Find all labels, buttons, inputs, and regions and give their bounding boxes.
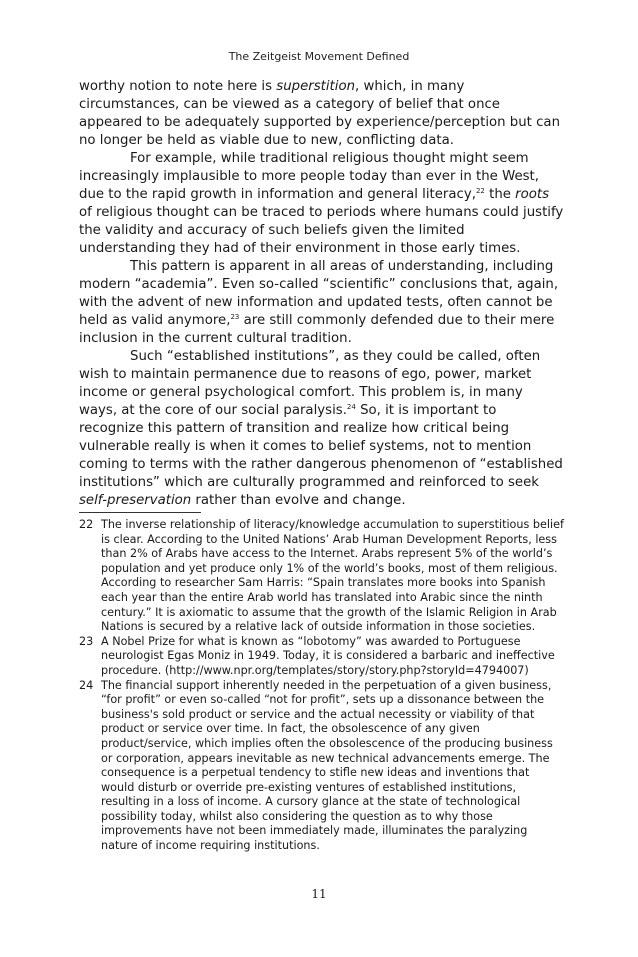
paragraph-2-text-c: of religious thought can be traced to periods where humans could justify the validity and accuracy of such beliefs given the limited understanding they had of their environment in those early times. <box>79 205 564 256</box>
paragraph-4-emphasis: self-preservation <box>79 493 192 508</box>
footnote-text: The inverse relationship of literacy/knowledge accumulation to superstitious belief is clear. According to the United Nations’ Arab Human Development Reports, less than 2% of Arabs have access to the Internet. Arabs represent 5% of the world’s population and yet produce only 1% of the world’s books, most of them religious. According to researcher Sam Harris: “Spain translates more books into Spanish each year than the entire Arab world has translated into Arabic since the ninth century.” It is axiomatic to assume that the growth of the Islamic Religion in Arab Nations is secured by a relative lack of outside information in those societies. <box>101 518 564 634</box>
paragraph-2 <box>79 150 565 258</box>
running-header: The Zeitgeist Movement Defined <box>228 50 410 63</box>
footnote-22 <box>79 518 565 635</box>
paragraph-4 <box>79 348 565 510</box>
footnote-23 <box>79 635 565 679</box>
paragraph-2-text-b: the <box>484 187 516 202</box>
body-text <box>79 78 565 510</box>
paragraph-1 <box>79 78 565 150</box>
footnote-ref-23[interactable]: 23 <box>230 313 240 321</box>
footnote-number: 23 <box>79 634 94 648</box>
footnote-number: 24 <box>79 678 94 692</box>
footnote-ref-22[interactable]: 22 <box>475 187 485 195</box>
paragraph-4-text-b: So, it is important to recognize this pattern of transition and realize how critical being vulnerable really is when it comes to belief systems, not to mention coming to terms with the rather dangerous phenomenon of “established institutions” which are culturally programmed and reinforced to seek <box>79 403 563 490</box>
paragraph-1-text-b: , which, in many circumstances, can be viewed as a category of belief that once appeared to be adequately supported by experience/perception but can no longer be held as viable due to new, conflicting data. <box>79 79 561 148</box>
paragraph-4-text-c: rather than evolve and change. <box>191 493 406 508</box>
footnote-number: 22 <box>79 518 94 531</box>
footnote-ref-24[interactable]: 24 <box>346 403 356 411</box>
paragraph-1-emphasis: superstition <box>276 79 356 94</box>
footnote-divider <box>79 512 201 513</box>
footnote-text: The financial support inherently needed in the perpetuation of a given business, “for profit” or even so-called “not for profit”, sets up a dissonance between the business's sold product or service and the actual necessity or viability of that product or service over time. In fact, the obsolescence of any given product/service, which implies often the obsolescence of the producing business or corporation, appears inevitable as new technical advancements emerge. The consequence is a perpetual tendency to stifle new ideas and inventions that would disturb or override pre-existing ventures of established institutions, resulting in a loss of income. A cursory glance at the state of technological possibility today, whilst also considering the question as to why those improvements have not been immediately made, illuminates the paralyzing nature of income requiring institutions. <box>101 678 553 853</box>
footnotes <box>79 518 565 854</box>
footnote-24 <box>79 679 565 854</box>
paragraph-3 <box>79 258 565 348</box>
paragraph-2-text-a: For example, while traditional religious thought might seem increasingly implausible to more people today than ever in the West, due to the rapid growth in information and general literacy, <box>79 151 539 202</box>
footnote-text: A Nobel Prize for what is known as “lobotomy” was awarded to Portuguese neurologist Egas Moniz in 1949. Today, it is considered a barbaric and ineffective procedure. (http://www.npr.org/templates/story/story.php?storyId=4794007) <box>101 634 555 677</box>
paragraph-2-emphasis: roots <box>515 187 550 202</box>
paragraph-4-text-a: Such “established institutions”, as they could be called, often wish to maintain permanence due to reasons of ego, power, market income or general psychological comfort. This problem is, in many ways, at the core of our social paralysis. <box>79 349 541 418</box>
paragraph-3-text-b: are still commonly defended due to their mere inclusion in the current cultural tradition. <box>79 313 555 346</box>
page-number: 11 <box>311 887 327 901</box>
paragraph-3-text-a: This pattern is apparent in all areas of understanding, including modern “academia”. Even so-called “scientific” conclusions that, again, with the advent of new information and updated tests, often cannot be held as valid anymore, <box>79 259 559 328</box>
paragraph-1-text-a: worthy notion to note here is <box>79 79 277 94</box>
